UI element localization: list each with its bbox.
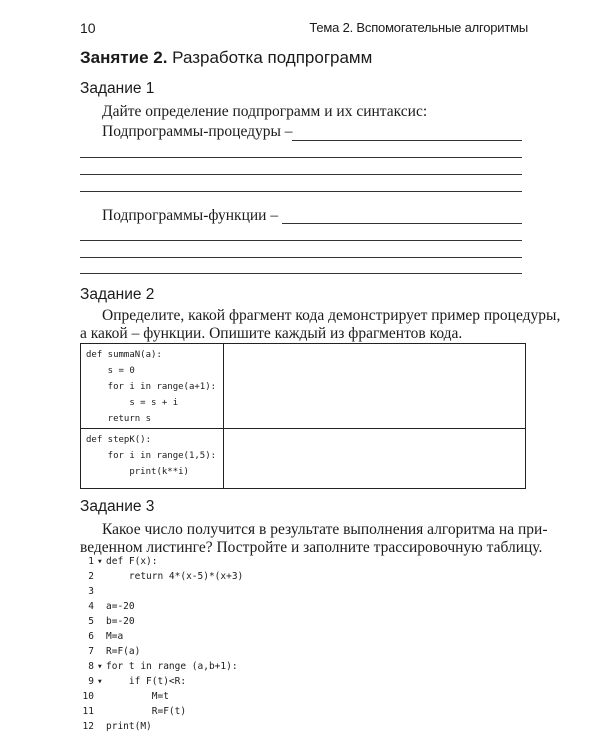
listing-line-number: 8 — [88, 661, 94, 672]
table-column-divider — [223, 344, 224, 488]
listing-line-number: 5 — [88, 616, 94, 627]
procedures-label: Подпрограммы-процедуры – — [102, 123, 293, 140]
listing-line-number: 12 — [82, 721, 94, 732]
listing-code-line: M=t — [106, 691, 169, 702]
listing-code-line: return 4*(x-5)*(x+3) — [106, 571, 244, 582]
fold-marker: ▾ — [97, 676, 103, 687]
task2-prompt-line2: а какой – функции. Опишите каждый из фрагментов кода. — [80, 325, 463, 342]
table-row-divider — [81, 428, 525, 429]
fragment2-line: for i in range(1,5): — [86, 451, 217, 461]
fragment1-line: return s — [86, 414, 152, 424]
answer-line — [80, 240, 522, 241]
listing-line-number: 1 — [88, 556, 94, 567]
task1-title: Задание 1 — [80, 80, 155, 97]
code-fragments-table — [80, 343, 526, 489]
answer-line — [80, 174, 522, 175]
listing-line-number: 7 — [88, 646, 94, 657]
listing-line-number: 3 — [88, 586, 94, 597]
page-number: 10 — [80, 20, 96, 36]
listing-code-line: def F(x): — [106, 556, 158, 567]
listing-line-number: 6 — [88, 631, 94, 642]
listing-code-line: if F(t)<R: — [106, 676, 187, 687]
fold-marker: ▾ — [97, 661, 103, 672]
listing-line-number: 11 — [82, 706, 94, 717]
listing-code-line: b=-20 — [106, 616, 135, 627]
listing-code-line: R=F(a) — [106, 646, 141, 657]
task2-title: Задание 2 — [80, 286, 155, 303]
answer-line — [282, 223, 522, 224]
lesson-title — [80, 48, 372, 68]
task3-prompt-line2: веденном листинге? Постройте и заполните трассировочную таблицу. — [80, 539, 543, 556]
fold-marker: ▾ — [97, 556, 103, 567]
answer-line — [80, 157, 522, 158]
task2-prompt-line1: Определите, какой фрагмент кода демонстрирует пример процедуры, — [102, 307, 561, 324]
fragment2-line: print(k**i) — [86, 467, 189, 477]
listing-code-line: print(M) — [106, 721, 152, 732]
functions-label: Подпрограммы-функции – — [102, 207, 279, 224]
listing-line-number: 4 — [88, 601, 94, 612]
fragment1-line: def summaN(a): — [86, 350, 162, 360]
task3-title: Задание 3 — [80, 498, 155, 515]
answer-line — [292, 140, 522, 141]
lesson-prefix: Занятие 2. — [80, 48, 168, 67]
listing-code-line: R=F(t) — [106, 706, 187, 717]
fragment1-line: s = s + i — [86, 398, 179, 408]
listing-line-number: 2 — [88, 571, 94, 582]
fragment1-line: s = 0 — [86, 366, 135, 376]
task1-prompt: Дайте определение подпрограмм и их синтаксис: — [102, 103, 428, 120]
running-head: Тема 2. Вспомогательные алгоритмы — [309, 20, 528, 35]
listing-code-line: M=a — [106, 631, 124, 642]
fragment1-line: for i in range(a+1): — [86, 382, 217, 392]
lesson-title-text: Разработка подпрограмм — [172, 48, 373, 67]
listing-line-number: 10 — [82, 691, 94, 702]
answer-line — [80, 257, 522, 258]
task3-prompt-line1: Какое число получится в результате выполнения алгоритма на при- — [102, 521, 548, 538]
answer-line — [80, 191, 522, 192]
answer-line — [80, 273, 522, 274]
fragment2-line: def stepK(): — [86, 435, 152, 445]
listing-line-number: 9 — [88, 676, 94, 687]
listing-code-line: a=-20 — [106, 601, 135, 612]
listing-code-line: for t in range (a,b+1): — [106, 661, 238, 672]
